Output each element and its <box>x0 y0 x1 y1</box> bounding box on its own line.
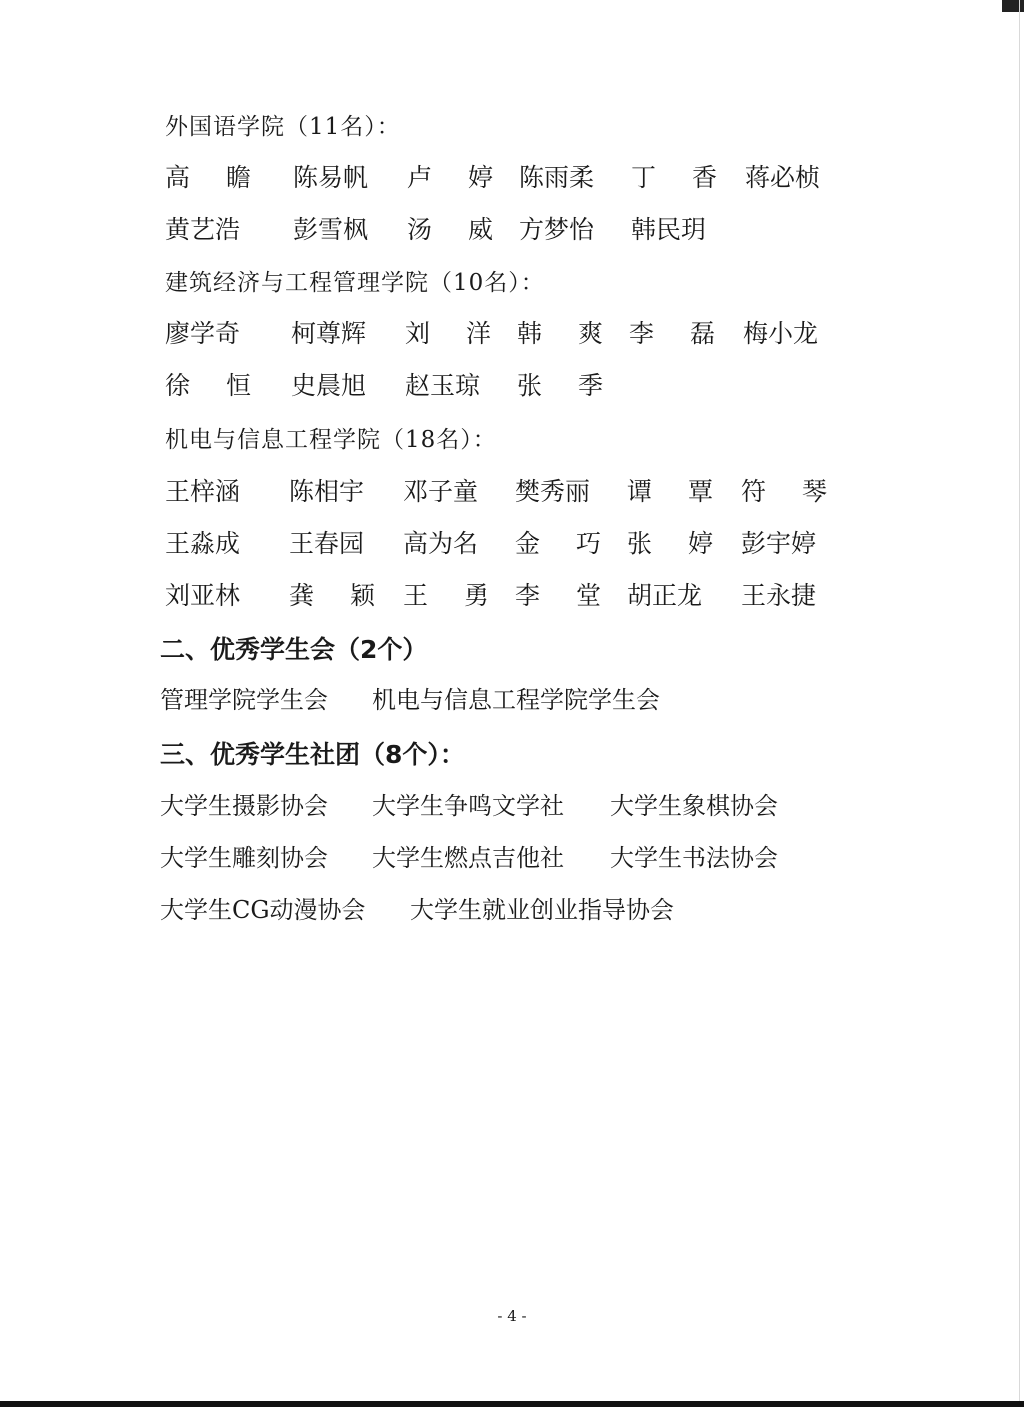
student-name: 谭 覃 <box>627 477 727 506</box>
society-name: 大学生就业创业指导协会 <box>410 896 674 924</box>
society-name: 大学生书法协会 <box>610 844 778 872</box>
student-name: 王梓涵 <box>165 477 241 506</box>
student-name: 张 季 <box>517 371 617 400</box>
student-name: 张 婷 <box>627 529 727 558</box>
section-heading-student-unions: 二、优秀学生会（2个） <box>160 635 428 664</box>
student-name: 王 勇 <box>403 581 503 610</box>
student-union-name: 机电与信息工程学院学生会 <box>372 686 660 714</box>
student-name: 梅小龙 <box>743 319 819 348</box>
scan-corner-mark <box>1002 0 1024 12</box>
department-heading-mechatronics: 机电与信息工程学院（18名）： <box>165 427 497 453</box>
student-name: 蒋必桢 <box>745 163 821 192</box>
society-name: 大学生雕刻协会 <box>160 844 328 872</box>
student-name: 王永捷 <box>741 581 817 610</box>
scan-edge <box>1019 0 1020 1407</box>
society-name: 大学生燃点吉他社 <box>372 844 564 872</box>
student-name: 陈雨柔 <box>519 163 595 192</box>
student-name: 赵玉琼 <box>405 371 481 400</box>
student-name: 汤 威 <box>407 215 507 244</box>
department-heading-construction-economics: 建筑经济与工程管理学院（10名）： <box>165 270 545 296</box>
student-name: 高为名 <box>403 529 479 558</box>
student-name: 徐 恒 <box>165 371 265 400</box>
student-name: 刘 洋 <box>405 319 505 348</box>
student-name: 彭宇婷 <box>741 529 817 558</box>
section-heading-societies: 三、优秀学生社团（8个）： <box>160 740 465 769</box>
page-number: - 4 - <box>497 1307 527 1325</box>
society-name: 大学生争鸣文学社 <box>372 792 564 820</box>
student-name: 黄艺浩 <box>165 215 241 244</box>
society-name: 大学生CG动漫协会 <box>160 896 366 924</box>
student-name: 方梦怡 <box>519 215 595 244</box>
student-name: 彭雪枫 <box>293 215 369 244</box>
student-name: 韩民玥 <box>631 215 707 244</box>
department-heading-foreign-languages: 外国语学院（11名）： <box>165 114 401 140</box>
student-name: 李 磊 <box>629 319 729 348</box>
student-name: 符 琴 <box>741 477 841 506</box>
student-name: 韩 爽 <box>517 319 617 348</box>
society-name: 大学生象棋协会 <box>610 792 778 820</box>
student-union-name: 管理学院学生会 <box>160 686 328 714</box>
student-name: 龚 颖 <box>289 581 389 610</box>
student-name: 王淼成 <box>165 529 241 558</box>
student-name: 金 巧 <box>515 529 615 558</box>
student-name: 胡正龙 <box>627 581 703 610</box>
society-name: 大学生摄影协会 <box>160 792 328 820</box>
student-name: 王春园 <box>289 529 365 558</box>
student-name: 陈相宇 <box>289 477 365 506</box>
student-name: 樊秀丽 <box>515 477 591 506</box>
student-name: 卢 婷 <box>407 163 507 192</box>
scan-edge <box>0 1401 1024 1407</box>
student-name: 廖学奇 <box>165 319 241 348</box>
student-name: 邓子童 <box>403 477 479 506</box>
student-name: 丁 香 <box>631 163 731 192</box>
student-name: 陈易帆 <box>293 163 369 192</box>
student-name: 刘亚林 <box>165 581 241 610</box>
student-name: 高 瞻 <box>165 163 265 192</box>
student-name: 史晨旭 <box>291 371 367 400</box>
student-name: 柯尊辉 <box>291 319 367 348</box>
student-name: 李 堂 <box>515 581 615 610</box>
